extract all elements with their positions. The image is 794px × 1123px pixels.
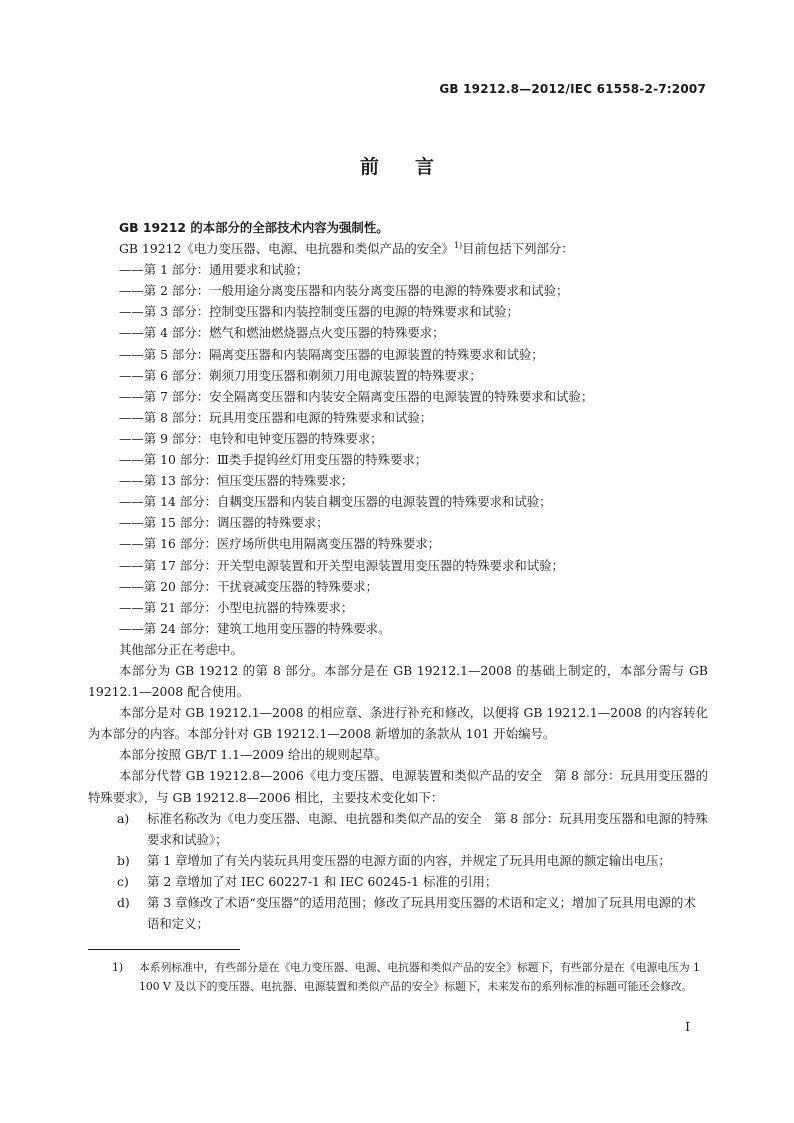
part-list-item: ——第 5 部分：隔离变压器和内装隔离变压器的电源装置的特殊要求和试验； [119,346,544,362]
part-list-item: ——第 2 部分：一般用途分离变压器和内装分离变压器的电源的特殊要求和试验； [119,283,569,299]
change-item-mark: b) [117,852,130,868]
footnote-reference: 1) [453,240,463,250]
footnote-text: 本系列标准中，有些部分是在《电力变压器、电源、电抗器和类似产品的安全》标题下，有些部分是在《电源电压为 1 100 V 及以下的变压器、电抗器、电源装置和类似产品的安全》标题下，未来发布的系列标准的标题可能还会修改。 [139,961,700,993]
part-list-item: ——第 17 部分：开关型电源装置和开关型电源装置用变压器的特殊要求和试验； [119,557,564,573]
part-list-item: ——第 15 部分：调压器的特殊要求； [119,515,329,531]
part-list-item: ——第 4 部分：燃气和燃油燃烧器点火变压器的特殊要求； [119,325,445,341]
series-intro-text: GB 19212《电力变压器、电源、电抗器和类似产品的安全》 [119,241,454,257]
change-item [88,850,708,871]
this-part-paragraph: 本部分为 GB 19212 的第 8 部分。本部分是在 GB 19212.1—2008 的基础上制定的，本部分需与 GB 19212.1—2008 配合使用。 [88,662,708,700]
part-list-item: ——第 20 部分：干扰衰减变压器的特殊要求； [119,578,379,594]
change-item [88,808,708,850]
footnote [112,958,706,996]
part-list-item: ——第 10 部分：Ⅲ类手提钨丝灯用变压器的特殊要求； [119,452,428,468]
change-item-text: 第 3 章修改了术语“变压器”的适用范围；修改了玩具用变压器的术语和定义；增加了玩具用电源的术语和定义； [147,895,696,932]
supplement-paragraph: 本部分是对 GB 19212.1—2008 的相应章、条进行补充和修改，以便将 GB 19212.1—2008 的内容转化为本部分的内容。本部分针对 GB 19212.1—2008 新增加的条款从 101 开始编号。 [88,705,708,742]
part-list-item: ——第 9 部分：电铃和电钟变压器的特殊要求； [119,430,383,446]
part-list-item: ——第 1 部分：通用要求和试验； [119,262,309,278]
foreword-body [88,217,708,934]
part-list-item: ——第 3 部分：控制变压器和内装控制变压器的电源的特殊要求和试验； [119,304,519,320]
change-item-mark: d) [117,895,130,910]
part-list-item: ——第 14 部分：自耦变压器和内装自耦变压器的电源装置的特殊要求和试验； [119,494,552,510]
change-item-text: 标准名称改为《电力变压器、电源、电抗器和类似产品的安全 第 8 部分：玩具用变压器和电源的特殊要求和试验》； [147,810,708,847]
page-number: I [685,1020,690,1034]
change-item-mark: c) [117,873,129,889]
page-title: 前言 [359,156,470,178]
part-list-item: ——第 13 部分：恒压变压器的特殊要求； [119,473,354,489]
part-list-item: ——第 7 部分：安全隔离变压器和内装安全隔离变压器的电源装置的特殊要求和试验； [119,388,594,404]
footnote-mark: 1) [112,961,124,974]
change-item [88,871,708,892]
other-parts-note: 其他部分正在考虑中。 [119,641,243,657]
part-list-item: ——第 16 部分：医疗场所供电用隔离变压器的特殊要求； [119,536,441,552]
footnote-divider [88,949,240,950]
change-item-mark: a) [117,810,130,826]
mandatory-statement: GB 19212 的本部分的全部技术内容为强制性。 [119,220,389,235]
replaces-paragraph: 本部分代替 GB 19212.8—2006《电力变压器、电源装置和类似产品的安全 第 8 部分：玩具用变压器的特殊要求》，与 GB 19212.8—2006 相比，主要技术变化如下： [88,768,708,805]
change-item-text: 第 2 章增加了对 IEC 60227-1 和 IEC 60245-1 标准的引用； [147,873,498,889]
part-list-item: ——第 6 部分：剃须刀用变压器和剃须刀用电源装置的特殊要求； [119,367,482,383]
part-list-item: ——第 24 部分：建筑工地用变压器的特殊要求。 [119,620,391,636]
standard-code-header: GB 19212.8—2012/IEC 61558-2-7:2007 [439,82,706,96]
series-intro [88,238,708,259]
change-item-text: 第 1 章增加了有关内装玩具用变压器的电源方面的内容，并规定了玩具用电源的额定输出电压； [147,852,671,868]
series-intro-tail: 目前包括下列部分： [462,241,574,257]
part-list-item: ——第 8 部分：玩具用变压器和电源的特殊要求和试验； [119,409,433,425]
part-list-item: ——第 21 部分：小型电抗器的特殊要求； [119,599,354,615]
change-item [88,892,708,934]
drafting-rules-paragraph: 本部分按照 GB/T 1.1—2009 给出的规则起草。 [119,747,387,763]
